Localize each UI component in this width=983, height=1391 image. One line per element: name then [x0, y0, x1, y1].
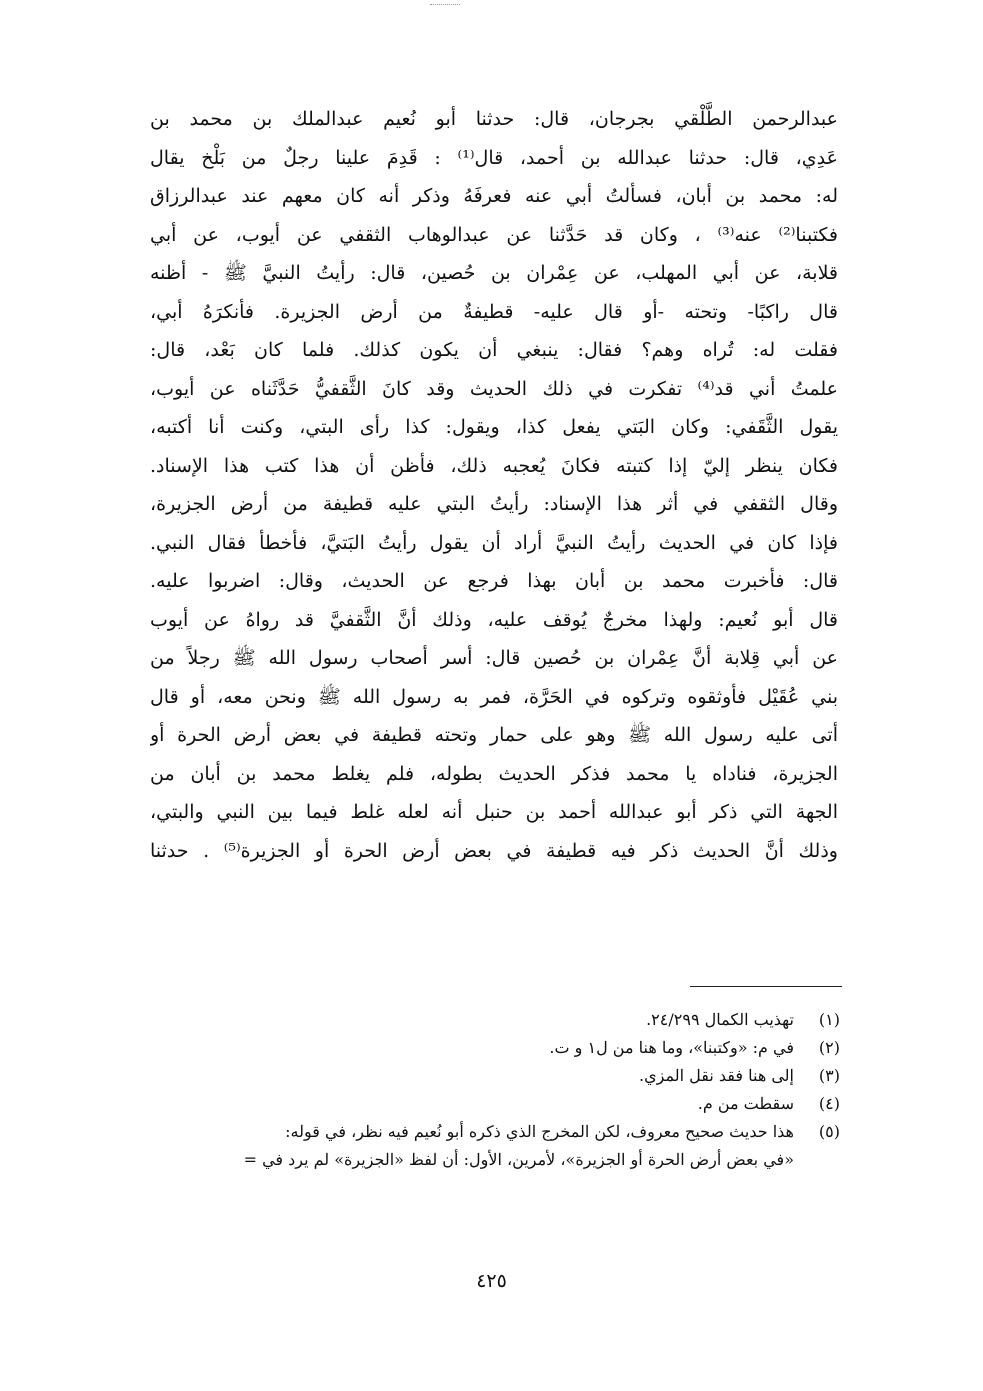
footnote-text: في م: «وكتبنا»، وما هنا من ل١ و ت.	[549, 1038, 794, 1057]
text-line: وذلك أنَّ الحديث ذكر فيه قطيفة في بعض أرض الحرة أو الجزيرة⁽⁵⁾ . حدثنا	[150, 839, 838, 862]
text-line: قلابة، عن أبي المهلب، عن عِمْران بن حُصين، قال: رأيتُ النبيَّ ﷺ - أظنه	[150, 262, 838, 284]
text-line: الجهة التي ذكر أبو عبدالله أحمد بن حنبل أنه لعله غلط فيما بين النبي والبتي،	[150, 801, 838, 823]
footnote-number: (٢)	[818, 1038, 840, 1057]
footnote-continuation: «في بعض أرض الحرة أو الجزيرة»، لأمرين، الأول: أن لفظ «الجزيرة» لم يرد في =	[243, 1150, 794, 1169]
text-line: عَدِي، قال: حدثنا عبدالله بن أحمد، قال⁽¹⁾ : قَدِمَ علينا رجلٌ من بَلْخ يقال	[150, 146, 838, 169]
footnote-item	[150, 1090, 840, 1118]
footnote-item	[150, 1034, 840, 1062]
text-line: فكان ينظر إليّ إذا كتبته فكانَ يُعجبه ذلك، فأظن أن هذا كتب هذا الإسناد.	[150, 454, 838, 477]
top-page-mark	[430, 4, 460, 9]
text-line: يقول الثَّقَفي: وكان البَتي يفعل كذا، ويقول: كذا رأى البتي، وكنت أنا أكتبه،	[150, 416, 838, 438]
text-line: فقلت له: تُراه وهم؟ فقال: ينبغي أن يكون كذلك. فلما كان بَعْد، قال:	[150, 339, 838, 361]
footnote-number: (٥)	[818, 1122, 840, 1141]
text-line: له: محمد بن أبان، فسألتُ أبي عنه فعرفَهُ وذكر أنه كان معهم عند عبدالرزاق	[150, 185, 838, 207]
main-text-block	[150, 100, 838, 870]
text-line: قال راكبًا- وتحته -أو قال عليه- قطيفةٌ من أرض الجزيرة. فأنكرَهُ أبي،	[150, 300, 838, 323]
footnote-item	[150, 1006, 840, 1034]
text-line: علمتُ أني قد⁽⁴⁾ تفكرت في ذلك الحديث وقد كانَ الثَّقفيُّ حَدَّثَناه عن أيوب،	[150, 377, 838, 400]
text-line: عبدالرحمن الطَّلْقي بجرجان، قال: حدثنا أبو نُعيم عبدالملك بن محمد بن	[150, 108, 838, 130]
text-line: عن أبي قِلابة أنَّ عِمْران بن حُصين قال: أسر أصحاب رسول الله ﷺ رجلاً من	[150, 647, 838, 669]
footnote-separator	[690, 986, 842, 987]
footnote-text: إلى هنا فقد نقل المزي.	[639, 1066, 794, 1085]
text-line: قال أبو نُعيم: ولهذا مخرجٌ يُوقف عليه، وذلك أنَّ الثَّقفيَّ قد رواهُ عن أيوب	[150, 608, 838, 631]
text-line: فإذا كان في الحديث رأيتُ النبيَّ أراد أن يقول رأيتُ البَتيَّ، فأخطأ فقال النبي.	[150, 531, 838, 554]
text-line: قال: فأخبرت محمد بن أبان بهذا فرجع عن الحديث، وقال: اضربوا عليه.	[150, 570, 838, 592]
footnote-text: تهذيب الكمال ٢٤/٢٩٩.	[646, 1010, 794, 1029]
footnote-text: سقطت من م.	[697, 1094, 794, 1113]
footnote-number: (١)	[818, 1010, 840, 1029]
text-line: أتى عليه رسول الله ﷺ وهو على حمار وتحته قطيفة في بعض أرض الحرة أو	[150, 724, 838, 746]
footnotes-section	[150, 1006, 840, 1174]
footnote-number: (٤)	[818, 1094, 840, 1113]
footnote-text: هذا حديث صحيح معروف، لكن المخرج الذي ذكره أبو نُعيم فيه نظر، في قوله:	[285, 1122, 794, 1141]
footnote-item	[150, 1118, 840, 1146]
text-line: وقال الثقفي في أثر هذا الإسناد: رأيتُ البتي عليه قطيفة من أرض الجزيرة،	[150, 493, 838, 515]
page-number: ٤٢٥	[476, 1270, 507, 1292]
footnote-item	[150, 1062, 840, 1090]
text-line: بني عُقَيْل فأوثقوه وتركوه في الحَرَّة، فمر به رسول الله ﷺ ونحن معه، أو قال	[150, 685, 838, 708]
text-line: الجزيرة، فناداه يا محمد فذكر الحديث بطوله، فلم يغلط محمد بن أبان من	[150, 762, 838, 785]
text-line: فكتبنا⁽²⁾ عنه⁽³⁾ ، وكان قد حَدَّثنا عن عبدالوهاب الثقفي عن أيوب، عن أبي	[150, 223, 838, 246]
footnote-number: (٣)	[818, 1066, 840, 1085]
